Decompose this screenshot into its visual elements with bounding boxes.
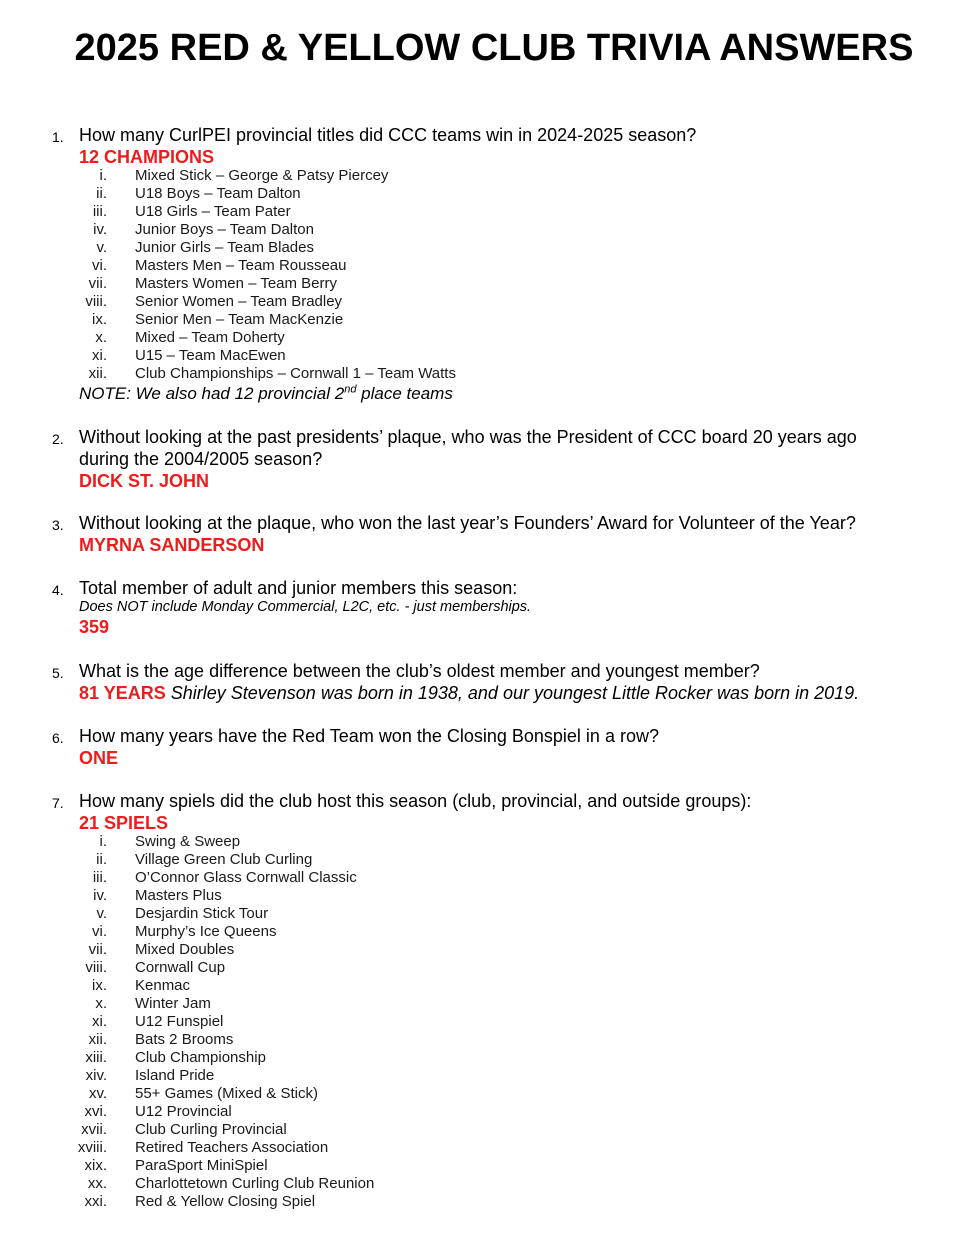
list-item: [0, 1067, 960, 1085]
list-item-number: xv.: [88, 1085, 107, 1102]
answer: DICK ST. JOHN: [79, 471, 210, 491]
list-item-text: Cornwall Cup: [135, 959, 226, 976]
answer: MYRNA SANDERSON: [79, 535, 265, 555]
list-item-text: Junior Boys – Team Dalton: [135, 221, 314, 238]
list-item: [0, 167, 960, 185]
list-item: [0, 1013, 960, 1031]
list-item: [0, 293, 960, 311]
list-item-text: Club Championships – Cornwall 1 – Team Watts: [135, 365, 456, 382]
list-item: [0, 329, 960, 347]
answer: 12 CHAMPIONS: [79, 147, 215, 167]
list-item: [0, 995, 960, 1013]
list-item-number: iii.: [92, 203, 107, 220]
list-item-number: i.: [99, 167, 107, 184]
list-item-number: i.: [99, 833, 107, 850]
list-item-number: v.: [96, 905, 107, 922]
question-text: Without looking at the plaque, who won the last year’s Founders’ Award for Volunteer of the Year?: [79, 513, 856, 533]
list-item-number: xii.: [88, 365, 107, 382]
list-item-text: Island Pride: [135, 1067, 215, 1084]
list-item-number: v.: [96, 239, 107, 256]
list-item-text: Mixed – Team Doherty: [135, 329, 285, 346]
list-item-number: vii.: [88, 941, 107, 958]
list-item: [0, 833, 960, 851]
list-item-number: ii.: [96, 185, 107, 202]
list-item-number: vi.: [92, 923, 107, 940]
question-number: 6.: [52, 730, 64, 746]
list-item: [0, 203, 960, 221]
list-item-text: Masters Men – Team Rousseau: [135, 257, 347, 274]
answer: ONE: [79, 748, 119, 768]
list-item-text: Senior Women – Team Bradley: [135, 293, 343, 310]
list-item: [0, 1193, 960, 1211]
list-item-number: vi.: [92, 257, 107, 274]
list-item: [0, 1175, 960, 1193]
list-item-text: Retired Teachers Association: [135, 1139, 329, 1156]
list-item-text: Club Curling Provincial: [135, 1121, 287, 1138]
list-item-number: viii.: [85, 959, 107, 976]
question-number: 2.: [52, 431, 64, 447]
question-text: How many spiels did the club host this season (club, provincial, and outside groups):: [79, 791, 752, 811]
list-item: [0, 275, 960, 293]
list-item-number: xii.: [88, 1031, 107, 1048]
list-item: [0, 941, 960, 959]
list-item: [0, 905, 960, 923]
list-item: [0, 257, 960, 275]
list-item-text: Desjardin Stick Tour: [135, 905, 269, 922]
list-item: [0, 977, 960, 995]
list-item-text: Club Championship: [135, 1049, 266, 1066]
list-item-text: Swing & Sweep: [135, 833, 241, 850]
list-item-number: iv.: [93, 221, 107, 238]
list-item: [0, 887, 960, 905]
question-number: 1.: [52, 129, 64, 145]
question-number: 4.: [52, 582, 64, 598]
list-item-number: xiv.: [85, 1067, 107, 1084]
list-item-text: Masters Women – Team Berry: [135, 275, 338, 292]
list-item-text: ParaSport MiniSpiel: [135, 1157, 268, 1174]
list-item-text: Charlottetown Curling Club Reunion: [135, 1175, 375, 1192]
list-item: [0, 1139, 960, 1157]
provincial-titles-list: [0, 167, 960, 383]
answer: 81 YEARS Shirley Stevenson was born in 1938, and our youngest Little Rocker was born in 2019.: [79, 683, 860, 703]
spiels-list: [0, 833, 960, 1211]
question-number: 3.: [52, 517, 64, 533]
list-item: [0, 1031, 960, 1049]
list-item-text: Junior Girls – Team Blades: [135, 239, 314, 256]
list-item-number: iii.: [92, 869, 107, 886]
question-text: How many CurlPEI provincial titles did CCC teams win in 2024-2025 season?: [79, 125, 697, 145]
list-item: [0, 869, 960, 887]
list-item-number: xi.: [92, 347, 107, 364]
list-item-number: vii.: [88, 275, 107, 292]
answer: 359: [79, 617, 110, 637]
list-item-number: xviii.: [77, 1139, 107, 1156]
list-item: [0, 1103, 960, 1121]
list-item-text: Mixed Doubles: [135, 941, 235, 958]
list-item: [0, 185, 960, 203]
list-item: [0, 311, 960, 329]
list-item-text: Senior Men – Team MacKenzie: [135, 311, 344, 328]
question-number: 5.: [52, 665, 64, 681]
list-item-text: Masters Plus: [135, 887, 222, 904]
question-subnote: Does NOT include Monday Commercial, L2C, etc. - just memberships.: [79, 599, 532, 615]
question-text: How many years have the Red Team won the Closing Bonspiel in a row?: [79, 726, 659, 746]
list-item: [0, 239, 960, 257]
list-item: [0, 923, 960, 941]
question-text-line-1: Without looking at the past presidents’ plaque, who was the President of CCC board 20 years ago: [79, 427, 857, 447]
list-item-text: U18 Boys – Team Dalton: [135, 185, 301, 202]
list-item-text: Winter Jam: [135, 995, 211, 1012]
question-text: What is the age difference between the club’s oldest member and youngest member?: [79, 661, 760, 681]
list-item-number: ix.: [92, 977, 107, 994]
list-item: [0, 347, 960, 365]
list-item-text: U15 – Team MacEwen: [135, 347, 286, 364]
list-item-number: iv.: [93, 887, 107, 904]
list-item-number: xx.: [87, 1175, 107, 1192]
list-item-number: xxi.: [84, 1193, 107, 1210]
list-item-number: xvii.: [81, 1121, 107, 1138]
list-item-number: x.: [95, 995, 107, 1012]
list-item-text: U12 Provincial: [135, 1103, 232, 1120]
list-item: [0, 851, 960, 869]
list-item-text: Red & Yellow Closing Spiel: [135, 1193, 316, 1210]
list-item: [0, 1085, 960, 1103]
list-item-number: xi.: [92, 1013, 107, 1030]
list-item-text: O’Connor Glass Cornwall Classic: [135, 869, 357, 886]
list-item-text: Murphy’s Ice Queens: [135, 923, 277, 940]
list-item: [0, 1121, 960, 1139]
list-item: [0, 221, 960, 239]
list-item-text: Mixed Stick – George & Patsy Piercey: [135, 167, 389, 184]
list-item-number: ii.: [96, 851, 107, 868]
page-title: 2025 RED & YELLOW CLUB TRIVIA ANSWERS: [74, 27, 914, 69]
list-item-text: U12 Funspiel: [135, 1013, 224, 1030]
question-number: 7.: [52, 795, 64, 811]
list-item: [0, 959, 960, 977]
question-text: Total member of adult and junior members this season:: [79, 578, 518, 598]
list-item-number: xvi.: [84, 1103, 107, 1120]
list-item-text: Kenmac: [135, 977, 191, 994]
list-item-number: xiii.: [85, 1049, 107, 1066]
list-item-number: ix.: [92, 311, 107, 328]
list-item-number: x.: [95, 329, 107, 346]
list-item: [0, 365, 960, 383]
list-item-text: Village Green Club Curling: [135, 851, 313, 868]
list-item: [0, 1157, 960, 1175]
list-item: [0, 1049, 960, 1067]
list-item-text: 55+ Games (Mixed & Stick): [135, 1085, 318, 1102]
list-item-number: xix.: [84, 1157, 107, 1174]
note: NOTE: We also had 12 provincial 2nd place teams: [79, 383, 453, 403]
list-item-text: Bats 2 Brooms: [135, 1031, 234, 1048]
answer: 21 SPIELS: [79, 813, 169, 833]
question-text-line-2: during the 2004/2005 season?: [79, 449, 323, 469]
list-item-number: viii.: [85, 293, 107, 310]
list-item-text: U18 Girls – Team Pater: [135, 203, 291, 220]
answer-explanation: Shirley Stevenson was born in 1938, and our youngest Little Rocker was born in 2019.: [170, 683, 860, 703]
